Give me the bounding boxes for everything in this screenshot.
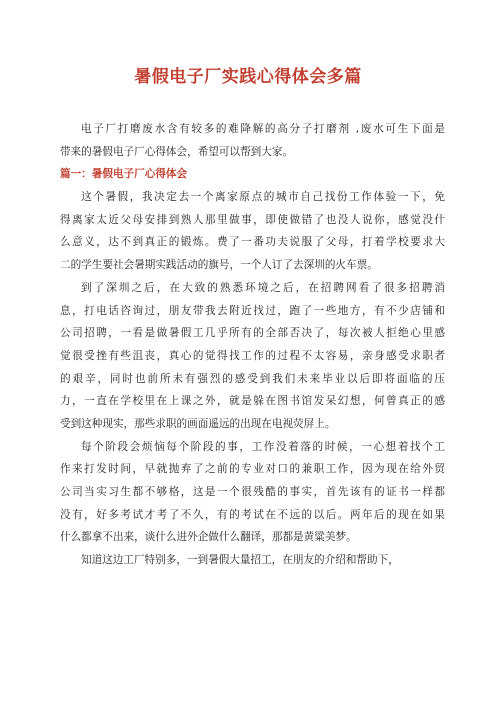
paragraph-line: 的艰辛，同时也前所未有强烈的感受到我们未来毕业以后即将面临的压	[60, 372, 445, 385]
paragraph-line: 作来打发时间，早就抛弃了之前的专业对口的兼职工作，因为现在给外贸	[60, 463, 445, 476]
paragraph-line: 二的学生要社会暑期实践活动的旗号，一个人订了去深圳的火车票。	[60, 259, 378, 272]
intro-line: 带来的暑假电子厂心得体会，希望可以帮到大家。	[60, 145, 294, 158]
document-body	[60, 118, 445, 572]
page-title: 暑假电子厂实践心得体会多篇	[134, 67, 362, 87]
paragraph-line: 每个阶段会烦恼每个阶段的事，工作没着落的时候，一心想着找个工	[81, 440, 445, 453]
paragraph-line: 没有，好多考试才考了不久，有的考试在不远的以后。两年后的现在如果	[60, 508, 445, 521]
paragraph-line: 觉很受挫有些沮丧，真心的觉得找工作的过程不太容易，亲身感受求职者	[60, 349, 445, 362]
paragraph-line: 这个暑假，我决定去一个离家原点的城市自己找份工作体验一下，免	[81, 191, 445, 204]
paragraph-line: 力，一直在学校里在上课之外，就是躲在图书馆发呆幻想，何曾真正的感	[60, 395, 445, 408]
paragraph-line: 到了深圳之后，在大致的熟悉环境之后，在招聘网看了很多招聘消	[81, 281, 445, 294]
paragraph-line: 受到这种现实，那些求职的画面遥远的出现在电视荧屏上。	[60, 417, 336, 430]
paragraph-line: 息，打电话咨询过，朋友带我去附近找过，跑了一些地方，有不少店铺和	[60, 304, 445, 317]
paragraph-line: 公司当实习生都不够格，这是一个很残酷的事实，首先该有的证书一样都	[60, 486, 445, 498]
paragraph-line: 什么都拿不出来，谈什么进外企做什么翻译，那都是黄粱美梦。	[60, 531, 357, 544]
paragraph-line: 知道这边工厂特别多，一到暑假大量招工，在朋友的介绍和帮助下，	[81, 554, 399, 567]
paragraph-line: 么意义，达不到真正的锻炼。费了一番功夫说服了父母，打着学校要求大	[60, 236, 445, 249]
section-heading: 篇一：暑假电子厂心得体会	[60, 168, 188, 181]
paragraph-line: 公司招聘，一看是做暑假工几乎所有的全部否决了，每次被人拒绝心里感	[60, 327, 445, 340]
paragraph-line: 得离家太近父母安排到熟人那里做事，即使做错了也没人说你，感觉没什	[60, 213, 445, 226]
intro-line: 电子厂打磨废水含有较多的难降解的高分子打磨剂 ,废水可生下面是	[81, 123, 445, 135]
